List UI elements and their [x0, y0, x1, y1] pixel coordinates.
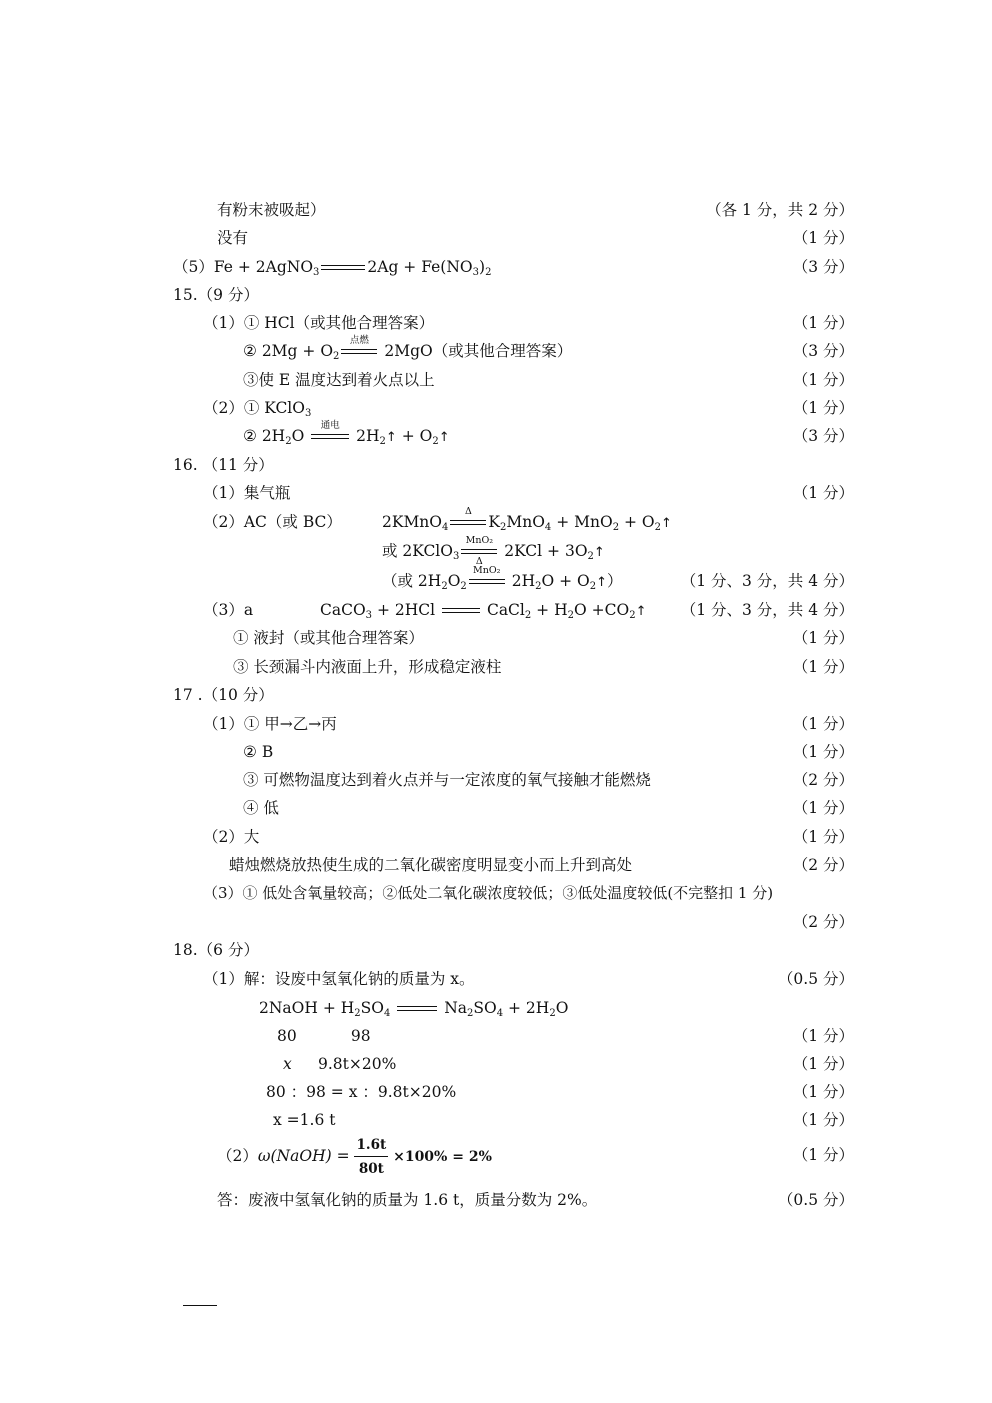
score: （1 分） — [792, 1027, 854, 1045]
answer-line: ① 液封（或其他合理答案） — [233, 629, 424, 647]
answer-line: 80 98 — [277, 1027, 371, 1045]
score: （各 1 分，共 2 分） — [706, 201, 854, 219]
score: （1 分） — [792, 715, 854, 733]
score: （3 分） — [792, 427, 854, 445]
answer-line: （1）① HCl（或其他合理答案） — [203, 314, 435, 332]
score: （1 分） — [792, 371, 854, 389]
answer-line: 有粉末被吸起） — [217, 201, 326, 219]
equation-line: 2KMnO$_4$ Δ $K_2MnO_4 + MnO_2$ + $O_2↑$ — [382, 506, 672, 533]
answer-line: 蜡烛燃烧放热使生成的二氧化碳密度明显变小而上升到高处 — [229, 856, 633, 874]
answer-line: （3）a — [203, 601, 254, 619]
equation-line: CaCO$_3$ + 2HCl CaCl$_2$ + $H_2O$ $+CO_2↑$ — [320, 601, 647, 621]
score: （1 分） — [792, 314, 854, 332]
score: （0.5 分） — [777, 970, 854, 988]
equals-sign: Δ — [450, 516, 486, 530]
answer-line: 答：废液中氢氧化钠的质量为 1.6 t，质量分数为 2%。 — [217, 1191, 598, 1209]
answer-line: （2）大 — [203, 828, 260, 846]
footnote-rule — [183, 1305, 217, 1306]
equals-sign — [442, 604, 480, 618]
score: （2 分） — [792, 856, 854, 874]
answer-line: 80 ：98 = x ：9.8t×20% — [266, 1083, 457, 1101]
variable-x: x — [283, 1055, 292, 1073]
question-heading: 17 .（10 分） — [173, 686, 274, 704]
answer-line: （2）① KClO$_3$ — [203, 399, 312, 419]
answer-line: 9.8t×20% — [318, 1055, 397, 1073]
formula-line: （2）ω(NaOH) = $\frac{1.6t}{80t}$ ×100% = 2% — [217, 1136, 492, 1177]
answer-line: ② B — [243, 743, 274, 761]
equals-sign: MnO₂ — [469, 575, 505, 589]
score: （1 分） — [792, 1146, 854, 1164]
equals-sign: MnO₂ Δ — [461, 545, 497, 559]
score: （2 分） — [792, 771, 854, 789]
score: （1 分） — [792, 484, 854, 502]
answer-line: ③ 可燃物温度达到着火点并与一定浓度的氧气接触才能燃烧 — [243, 771, 651, 789]
score: （2 分） — [792, 913, 854, 931]
answer-line: （1）集气瓶 — [203, 484, 291, 502]
answer-line: （1）① 甲→乙→丙 — [203, 715, 337, 733]
score: （1 分） — [792, 1111, 854, 1129]
equals-sign — [321, 261, 365, 275]
answer-line: （3）① 低处含氧量较高；②低处二氧化碳浓度较低；③低处温度较低(不完整扣 1 分) — [203, 884, 774, 902]
score: （1 分） — [792, 828, 854, 846]
score: （1 分） — [792, 658, 854, 676]
score: （0.5 分） — [777, 1191, 854, 1209]
score: （1 分） — [792, 399, 854, 417]
answer-line: ④ 低 — [243, 799, 279, 817]
equals-sign — [397, 1002, 437, 1016]
score: （1 分、3 分，共 4 分） — [680, 572, 854, 590]
question-heading: 15.（9 分） — [173, 286, 259, 304]
score: （3 分） — [792, 258, 854, 276]
answer-line: （1）解：设废中氢氧化钠的质量为 x。 — [203, 970, 475, 988]
question-heading: 18.（6 分） — [173, 941, 259, 959]
answer-line: （2）AC（或 BC） — [203, 513, 342, 531]
fraction: $\frac{1.6t}{80t}$ — [356, 1136, 387, 1177]
score: （1 分） — [792, 743, 854, 761]
score: （1 分、3 分，共 4 分） — [680, 601, 854, 619]
score: （1 分） — [792, 1055, 854, 1073]
answer-line: ③ 长颈漏斗内液面上升，形成稳定液柱 — [233, 658, 502, 676]
equals-sign: 点燃 — [341, 345, 377, 359]
equation-line: 2NaOH + $H_2SO_4$ $Na_2SO_4 + 2H_2O$ — [259, 999, 569, 1019]
equation-line: 或 2KClO$_3$ MnO₂ Δ $2KCl + 3O_2↑$ — [382, 535, 605, 567]
question-heading: 16. （11 分） — [173, 456, 274, 474]
equation-line: ② $2Mg + O_2$ 点燃 2MgO（或其他合理答案） — [243, 335, 573, 362]
score: （3 分） — [792, 342, 854, 360]
score: （1 分） — [792, 1083, 854, 1101]
equation-line: （或 $2H_2O_2$ MnO₂ $2H_2O$ + $O_2↑$） — [382, 565, 623, 592]
score: （1 分） — [792, 229, 854, 247]
equals-sign: 通电 — [311, 430, 349, 444]
answer-line: 没有 — [217, 229, 249, 247]
equation-line: ② $2H_2O$ 通电 $2H_2↑$ + $O_2↑$ — [243, 420, 450, 447]
answer-line: ③使 E 温度达到着火点以上 — [243, 371, 435, 389]
score: （1 分） — [792, 629, 854, 647]
score: （1 分） — [792, 799, 854, 817]
answer-line: x =1.6 t — [273, 1111, 336, 1129]
equation-line: （5）Fe + 2AgNO$_3$ $2Ag + Fe(NO_3)_2$ — [173, 258, 492, 278]
